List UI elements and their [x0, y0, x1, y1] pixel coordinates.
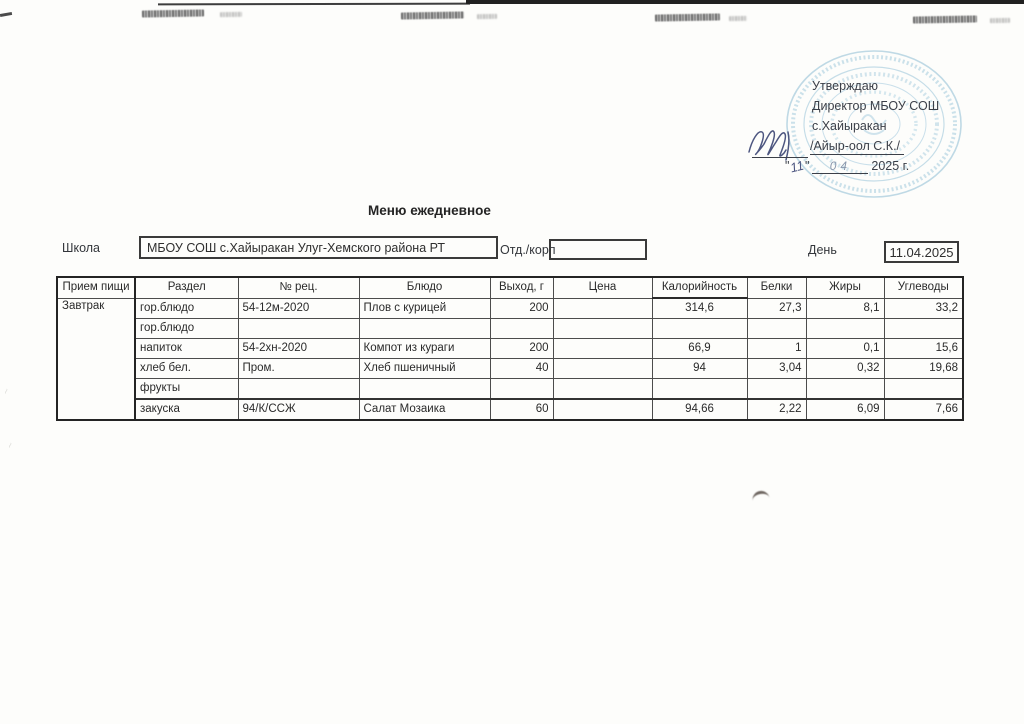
approval-line: с.Хайыракан — [812, 119, 887, 133]
cell-price — [553, 319, 652, 339]
cell-calories — [652, 319, 747, 339]
scan-artifact: ~ — [4, 440, 18, 451]
cell-calories: 94,66 — [652, 399, 747, 420]
table-header-row — [57, 277, 963, 298]
scan-artifact — [466, 0, 1024, 4]
cell-dish: Салат Мозаика — [359, 399, 490, 420]
cell-recipe: 54-12м-2020 — [238, 298, 359, 319]
approval-date-line — [785, 158, 909, 174]
col-header-price: Цена — [553, 277, 652, 298]
scan-artifact — [142, 9, 204, 17]
quote-close: " — [804, 159, 810, 173]
cell-calories: 66,9 — [652, 339, 747, 359]
handwritten-month-line — [812, 159, 868, 174]
table-row — [57, 319, 963, 339]
cell-recipe: 54-2хн-2020 — [238, 339, 359, 359]
cell-calories: 314,6 — [652, 298, 747, 319]
cell-section: гор.блюдо — [135, 298, 238, 319]
cell-fat: 6,09 — [806, 399, 884, 420]
day-label: День — [808, 243, 837, 257]
cell-carbs: 33,2 — [884, 298, 963, 319]
day-field: 11.04.2025 — [884, 241, 959, 263]
scan-artifact — [990, 18, 1010, 23]
col-header-output: Выход, г — [490, 277, 553, 298]
cell-recipe: 94/К/ССЖ — [238, 399, 359, 420]
cell-carbs: 19,68 — [884, 359, 963, 379]
cell-fat — [806, 319, 884, 339]
col-header-dish: Блюдо — [359, 277, 490, 298]
cell-price — [553, 298, 652, 319]
cell-protein — [747, 319, 806, 339]
scan-artifact: ~ — [0, 386, 14, 397]
page-title: Меню ежедневное — [368, 203, 491, 218]
school-field: МБОУ СОШ с.Хайыракан Улуг-Хемского района РТ — [139, 236, 498, 259]
cell-recipe: Пром. — [238, 359, 359, 379]
scan-artifact — [0, 12, 12, 17]
dept-field — [549, 239, 647, 260]
col-header-meal: Прием пищи — [57, 277, 135, 298]
col-header-carbs: Углеводы — [884, 277, 963, 298]
cell-section: гор.блюдо — [135, 319, 238, 339]
scan-artifact — [158, 3, 470, 6]
approver-name: /Айыр-оол С.К./ — [810, 139, 904, 155]
cell-price — [553, 379, 652, 400]
cell-carbs — [884, 319, 963, 339]
col-header-recipe: № рец. — [238, 277, 359, 298]
cell-section: закуска — [135, 399, 238, 420]
quote-open: " — [785, 159, 790, 173]
cell-dish — [359, 379, 490, 400]
scan-artifact — [401, 11, 464, 19]
year-text: 2025 г. — [871, 159, 910, 173]
scan-artifact — [477, 14, 497, 19]
scan-artifact — [751, 490, 769, 503]
cell-protein: 3,04 — [747, 359, 806, 379]
cell-protein — [747, 379, 806, 400]
table-row — [57, 298, 963, 319]
cell-protein: 1 — [747, 339, 806, 359]
cell-calories — [652, 379, 747, 400]
scan-artifact — [655, 13, 720, 21]
cell-output — [490, 379, 553, 400]
table-row — [57, 339, 963, 359]
cell-protein: 2,22 — [747, 399, 806, 420]
cell-carbs: 15,6 — [884, 339, 963, 359]
col-header-section: Раздел — [135, 277, 238, 298]
cell-output: 200 — [490, 339, 553, 359]
cell-fat — [806, 379, 884, 400]
cell-price — [553, 359, 652, 379]
scan-artifact — [220, 12, 242, 17]
cell-recipe — [238, 379, 359, 400]
cell-dish — [359, 319, 490, 339]
col-header-protein: Белки — [747, 277, 806, 298]
cell-fat: 0,1 — [806, 339, 884, 359]
cell-meal: Завтрак — [57, 298, 135, 420]
cell-dish: Компот из кураги — [359, 339, 490, 359]
cell-output: 60 — [490, 399, 553, 420]
approval-line: Утверждаю — [812, 79, 879, 93]
cell-output — [490, 319, 553, 339]
cell-carbs: 7,66 — [884, 399, 963, 420]
cell-dish: Хлеб пшеничный — [359, 359, 490, 379]
scan-artifact — [913, 15, 977, 23]
cell-dish: Плов с курицей — [359, 298, 490, 319]
dept-label: Отд./корп — [500, 243, 556, 257]
cell-carbs — [884, 379, 963, 400]
cell-section: хлеб бел. — [135, 359, 238, 379]
cell-price — [553, 399, 652, 420]
table-row — [57, 359, 963, 379]
school-label: Школа — [62, 241, 100, 255]
handwritten-day: 11 — [789, 157, 806, 176]
handwritten-month: 04 — [829, 159, 852, 173]
cell-section: напиток — [135, 339, 238, 359]
table-row — [57, 399, 963, 420]
cell-fat: 0,32 — [806, 359, 884, 379]
cell-output: 200 — [490, 298, 553, 319]
cell-protein: 27,3 — [747, 298, 806, 319]
scan-artifact — [729, 16, 747, 21]
cell-recipe — [238, 319, 359, 339]
col-header-fat: Жиры — [806, 277, 884, 298]
cell-section: фрукты — [135, 379, 238, 400]
cell-fat: 8,1 — [806, 298, 884, 319]
cell-calories: 94 — [652, 359, 747, 379]
approval-line: Директор МБОУ СОШ — [812, 99, 940, 113]
cell-output: 40 — [490, 359, 553, 379]
col-header-calories: Калорийность — [652, 277, 747, 298]
table-row — [57, 379, 963, 400]
cell-price — [553, 339, 652, 359]
menu-table — [56, 276, 964, 421]
